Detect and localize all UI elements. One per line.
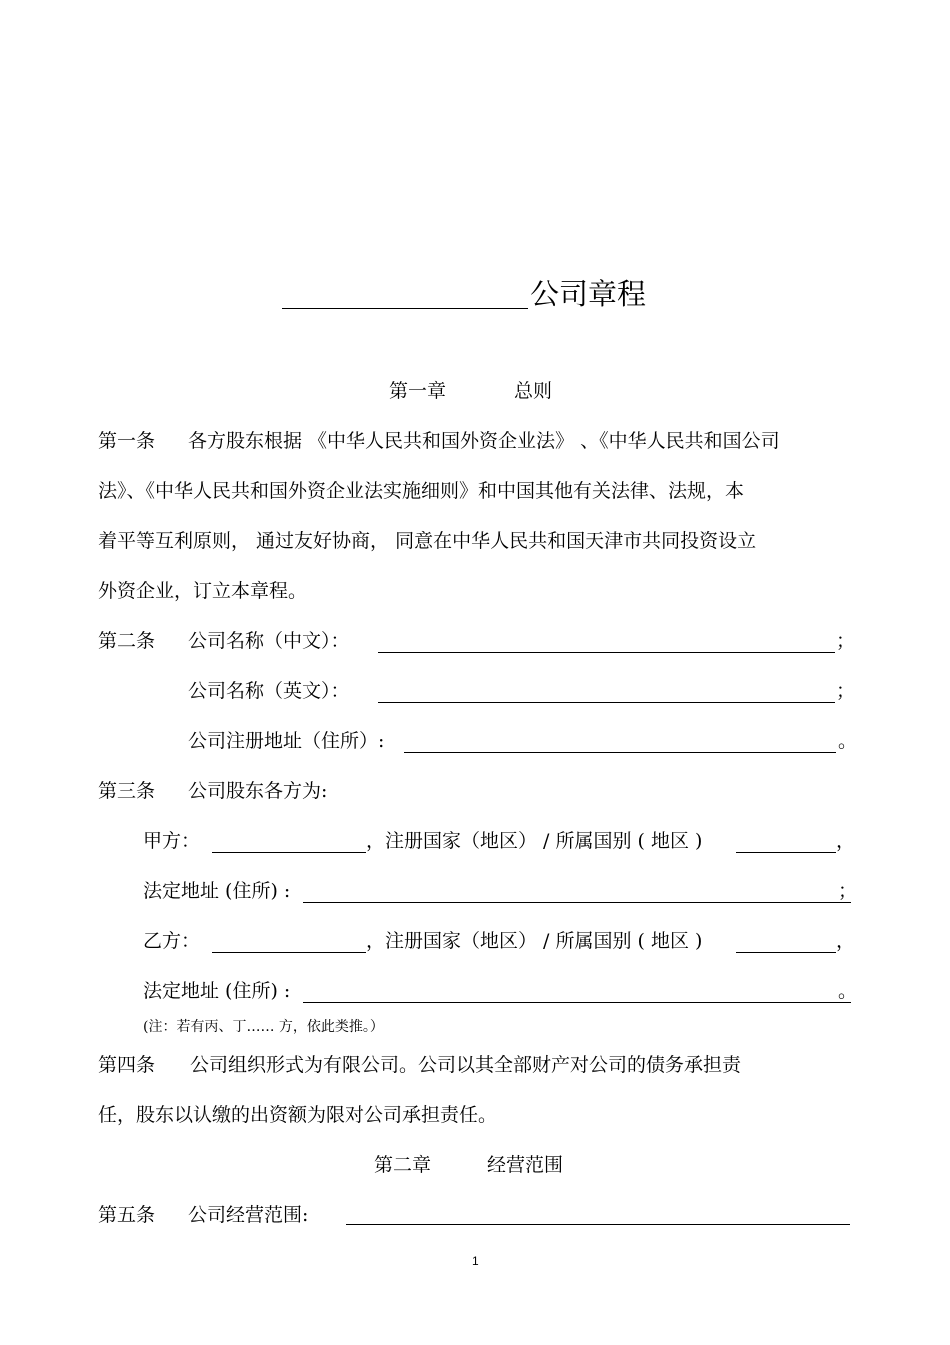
chapter2-number: 第二章 bbox=[374, 1154, 432, 1176]
article4-label: 第四条 bbox=[98, 1054, 156, 1076]
company-name-blank[interactable] bbox=[282, 308, 528, 309]
article3-label: 第三条 bbox=[98, 780, 156, 802]
semicolon: ； bbox=[836, 630, 856, 652]
party-a-address-field[interactable] bbox=[303, 902, 851, 903]
party-a-label: 甲方： bbox=[143, 830, 201, 852]
party-b-name-field[interactable] bbox=[212, 952, 366, 953]
company-name-en-label: 公司名称（英文）： bbox=[188, 680, 350, 702]
business-scope-label: 公司经营范围: bbox=[188, 1204, 309, 1226]
company-address-label: 公司注册地址（住所）: bbox=[188, 730, 385, 752]
party-a-country-label: ，注册国家（地区） / 所属国别 ( 地区 ) bbox=[366, 830, 703, 852]
article3-intro: 公司股东各方为: bbox=[188, 780, 328, 802]
company-address-field[interactable] bbox=[404, 752, 836, 753]
comma: ， bbox=[836, 830, 856, 852]
party-a-country-field[interactable] bbox=[736, 852, 836, 853]
article5-label: 第五条 bbox=[98, 1204, 156, 1226]
page-number: 1 bbox=[472, 1254, 479, 1268]
company-name-cn-label: 公司名称（中文）： bbox=[188, 630, 350, 652]
party-b-address-field[interactable] bbox=[303, 1002, 851, 1003]
document-title: 公司章程 bbox=[530, 277, 647, 311]
company-name-en-field[interactable] bbox=[378, 702, 835, 703]
article1-line3: 着平等互利原则， 通过友好协商， 同意在中华人民共和国天津市共同投资设立 bbox=[98, 530, 757, 552]
article3-note: (注：若有丙、丁…… 方，依此类推。） bbox=[143, 1019, 384, 1035]
article1-line2: 法》、《中华人民共和国外资企业法实施细则》和中国其他有关法律、法规，本 bbox=[98, 480, 745, 502]
party-b-country-field[interactable] bbox=[736, 952, 836, 953]
comma: ， bbox=[836, 930, 856, 952]
company-name-cn-field[interactable] bbox=[378, 652, 835, 653]
semicolon: ； bbox=[838, 880, 858, 902]
chapter2-name: 经营范围 bbox=[487, 1154, 564, 1176]
party-b-label: 乙方： bbox=[143, 930, 201, 952]
chapter1-number: 第一章 bbox=[389, 380, 447, 402]
party-a-address-label: 法定地址 (住所) : bbox=[143, 880, 291, 902]
period: 。 bbox=[838, 730, 858, 752]
business-scope-field[interactable] bbox=[346, 1224, 850, 1225]
party-a-name-field[interactable] bbox=[212, 852, 366, 853]
semicolon: ； bbox=[836, 680, 856, 702]
period: 。 bbox=[838, 980, 858, 1002]
article2-label: 第二条 bbox=[98, 630, 156, 652]
article4-line1: 公司组织形式为有限公司。公司以其全部财产对公司的债务承担责 bbox=[190, 1054, 742, 1076]
article1-line1: 各方股东根据 《中华人民共和国外资企业法》 、《中华人民共和国公司 bbox=[188, 430, 780, 452]
article1-line4: 外资企业，订立本章程。 bbox=[98, 580, 308, 602]
article1-label: 第一条 bbox=[98, 430, 156, 452]
chapter1-name: 总则 bbox=[514, 380, 553, 402]
article4-line2: 任，股东以认缴的出资额为限对公司承担责任。 bbox=[98, 1104, 498, 1126]
party-b-address-label: 法定地址 (住所) : bbox=[143, 980, 291, 1002]
party-b-country-label: ，注册国家（地区） / 所属国别 ( 地区 ) bbox=[366, 930, 703, 952]
